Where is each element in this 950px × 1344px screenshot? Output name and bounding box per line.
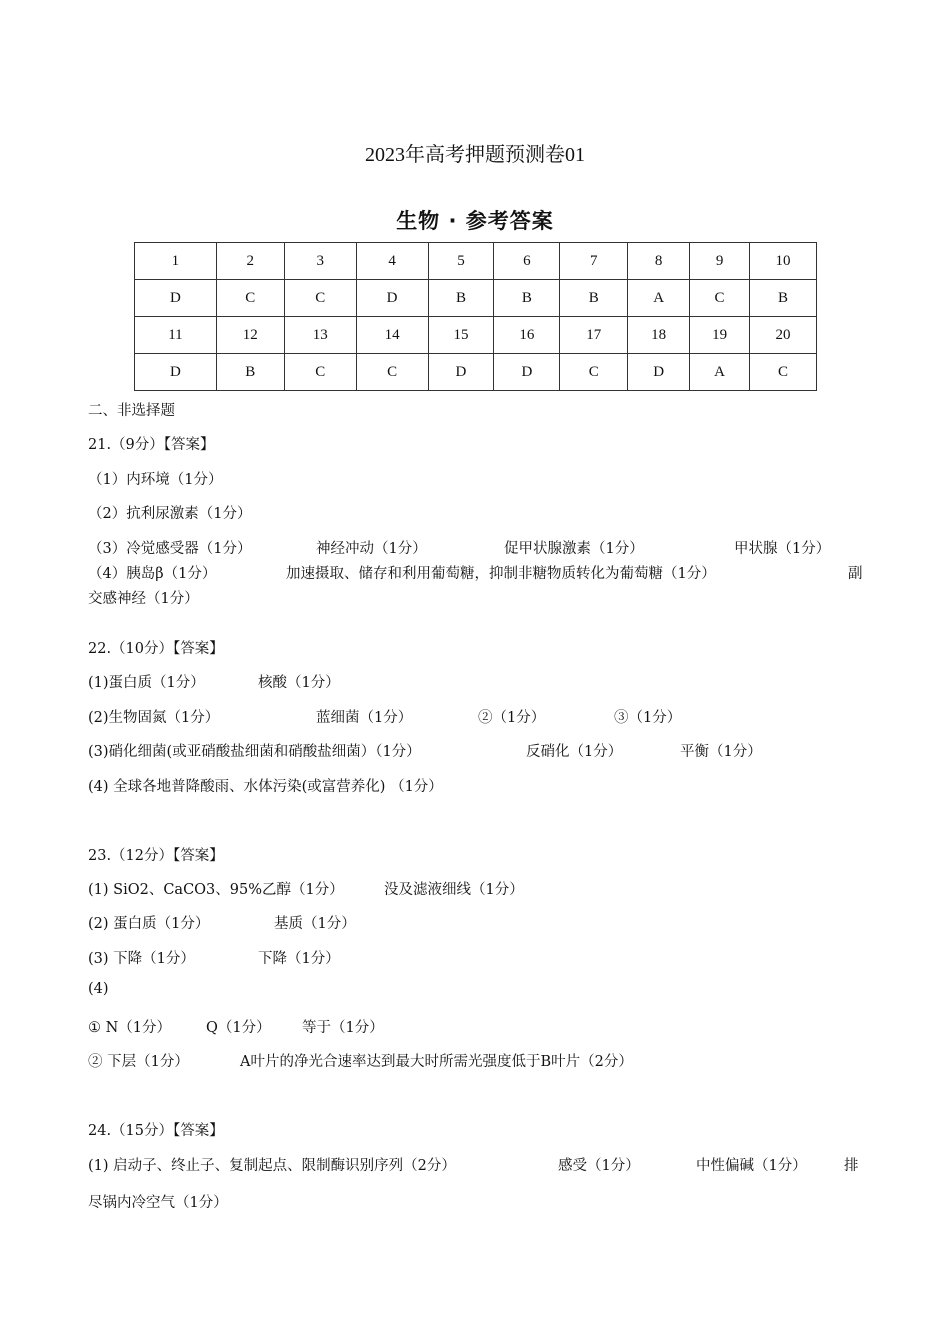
page-title: 2023年高考押题预测卷01 (365, 144, 585, 166)
answer-table-cell: B (216, 354, 284, 391)
q22-heading: 22.（10分）【答案】 (88, 641, 224, 657)
q22-l2-b: 蓝细菌（1分） (316, 710, 413, 726)
q24-l1-d: 排 (844, 1158, 859, 1174)
answer-table-cell: 19 (690, 317, 750, 354)
answer-table-cell: C (356, 354, 428, 391)
answer-table-cell: D (428, 354, 494, 391)
answer-table-cell: 5 (428, 243, 494, 280)
q23-l6-a: ② 下层（1分） (88, 1054, 189, 1070)
answer-table-cell: C (560, 354, 628, 391)
answer-table-cell: C (216, 280, 284, 317)
answer-table-cell: 3 (284, 243, 356, 280)
section-heading: 二、非选择题 (88, 403, 175, 419)
q23-l5-c: 等于（1分） (302, 1020, 384, 1036)
page-subtitle: 生物 · 参考答案 (396, 209, 554, 233)
answer-table-cell: 13 (284, 317, 356, 354)
answer-table-cell: 4 (356, 243, 428, 280)
q24-l1-a: (1) 启动子、终止子、复制起点、限制酶识别序列（2分） (88, 1158, 456, 1174)
q22-l3-c: 平衡（1分） (680, 744, 762, 760)
q24-heading: 24.（15分）【答案】 (88, 1123, 224, 1139)
answer-table-row (135, 280, 817, 317)
q23-l3-a: (3) 下降（1分） (88, 951, 195, 967)
q21-l4-a: （4）胰岛β（1分） (88, 566, 217, 582)
answer-table (134, 242, 817, 391)
answer-table-cell: C (690, 280, 750, 317)
answer-table-cell: C (284, 354, 356, 391)
answer-table-row (135, 354, 817, 391)
q21-l3-d: 甲状腺（1分） (734, 541, 831, 557)
q21-line2: （2）抗利尿激素（1分） (88, 506, 252, 522)
answer-table-row (135, 317, 817, 354)
q22-line4: (4) 全球各地普降酸雨、水体污染(或富营养化) （1分） (88, 779, 443, 795)
answer-table-cell: 16 (494, 317, 560, 354)
q22-l3-b: 反硝化（1分） (526, 744, 623, 760)
answer-table-cell: D (494, 354, 560, 391)
answer-table-cell: D (356, 280, 428, 317)
answer-table-cell: 18 (628, 317, 690, 354)
answer-table-cell: B (494, 280, 560, 317)
q21-line1: （1）内环境（1分） (88, 472, 223, 488)
answer-table-cell: D (628, 354, 690, 391)
q21-l4-b: 加速摄取、储存和利用葡萄糖，抑制非糖物质转化为葡萄糖（1分） (286, 566, 716, 582)
q22-l1-a: (1)蛋白质（1分） (88, 675, 205, 691)
answer-table-cell: 6 (494, 243, 560, 280)
answer-table-cell: 15 (428, 317, 494, 354)
q22-l3-a: (3)硝化细菌(或亚硝酸盐细菌和硝酸盐细菌）（1分） (88, 744, 421, 760)
answer-table-cell: 7 (560, 243, 628, 280)
q22-l2-d: ③（1分） (614, 710, 682, 726)
answer-table-cell: D (135, 354, 217, 391)
q23-l1-b: 没及滤液细线（1分） (384, 882, 524, 898)
answer-table-cell: 20 (750, 317, 817, 354)
answer-table-cell: 10 (750, 243, 817, 280)
answer-table-cell: B (428, 280, 494, 317)
q23-l5-b: Q（1分） (206, 1020, 271, 1036)
answer-table-cell: A (628, 280, 690, 317)
answer-table-cell: 14 (356, 317, 428, 354)
answer-table-cell: B (560, 280, 628, 317)
answer-table-cell: 17 (560, 317, 628, 354)
answer-table-cell: 9 (690, 243, 750, 280)
answer-table-cell: A (690, 354, 750, 391)
q24-l1-c: 中性偏碱（1分） (696, 1158, 807, 1174)
answer-table-cell: B (750, 280, 817, 317)
q22-l2-c: ②（1分） (478, 710, 546, 726)
q23-l5-a: ① N（1分） (88, 1020, 172, 1036)
q23-l2-a: (2) 蛋白质（1分） (88, 916, 210, 932)
answer-table-cell: D (135, 280, 217, 317)
q24-line2: 尽锅内冷空气（1分） (88, 1195, 228, 1211)
answer-table-cell: C (284, 280, 356, 317)
q21-l3-c: 促甲状腺激素（1分） (504, 541, 644, 557)
q23-l1-a: (1) SiO2、CaCO3、95%乙醇（1分） (88, 882, 344, 898)
q23-heading: 23.（12分）【答案】 (88, 848, 224, 864)
answer-table-cell: 1 (135, 243, 217, 280)
answer-table-cell: 8 (628, 243, 690, 280)
q22-l1-b: 核酸（1分） (258, 675, 340, 691)
q21-line5: 交感神经（1分） (88, 591, 199, 607)
q24-l1-b: 感受（1分） (558, 1158, 640, 1174)
answer-table-cell: 12 (216, 317, 284, 354)
q23-line4: (4) (88, 981, 109, 997)
answer-table-cell: 2 (216, 243, 284, 280)
q23-l6-b: A叶片的净光合速率达到最大时所需光强度低于B叶片（2分） (240, 1054, 633, 1070)
q21-l3-b: 神经冲动（1分） (316, 541, 427, 557)
q21-heading: 21.（9分）【答案】 (88, 437, 215, 453)
q23-l3-b: 下降（1分） (258, 951, 340, 967)
answer-table-cell: 11 (135, 317, 217, 354)
q21-l3-a: （3）冷觉感受器（1分） (88, 541, 252, 557)
q22-l2-a: (2)生物固氮（1分） (88, 710, 220, 726)
q23-l2-b: 基质（1分） (274, 916, 356, 932)
answer-table-row (135, 243, 817, 280)
answer-table-cell: C (750, 354, 817, 391)
q21-l4-c: 副 (848, 566, 863, 582)
